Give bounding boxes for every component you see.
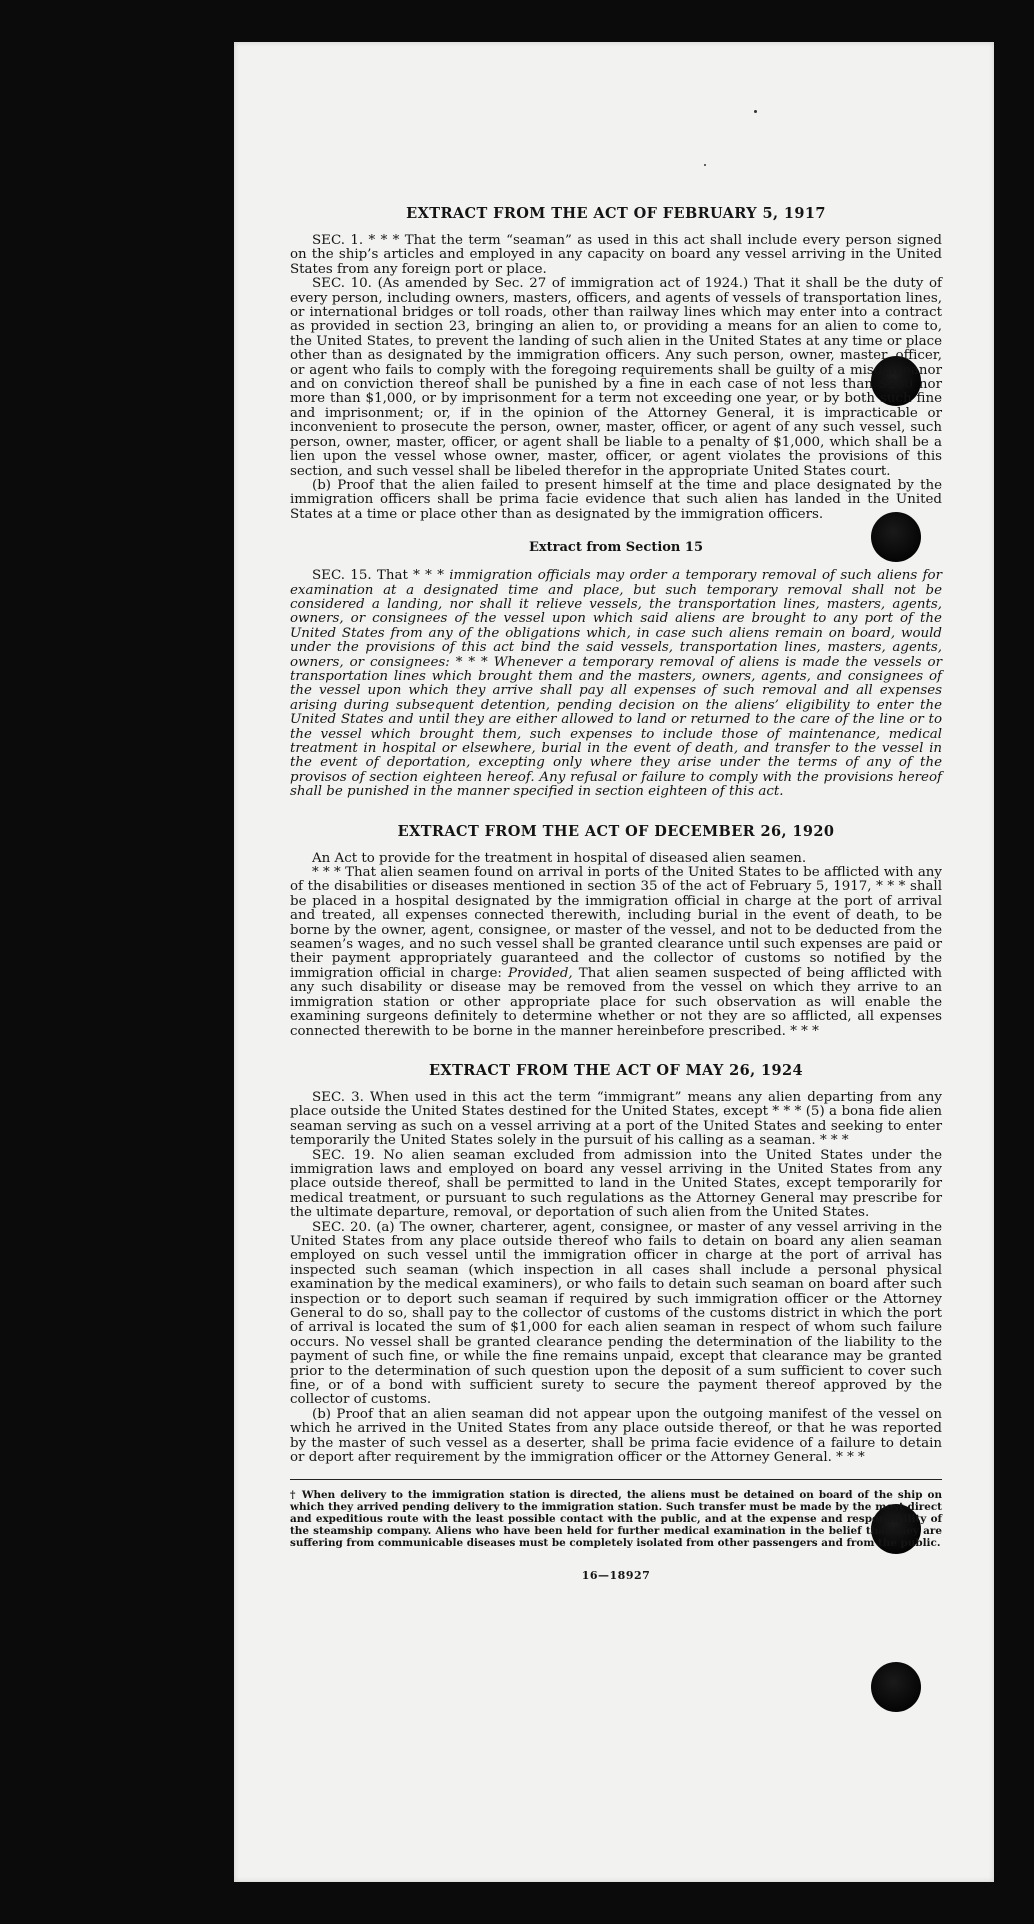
footnote-divider [290, 1479, 942, 1480]
act-1924-heading: EXTRACT FROM THE ACT OF MAY 26, 1924 [428, 1061, 804, 1079]
act-1920-paragraph [290, 866, 942, 1039]
sec-15-body: immigration officials may order a temporary removal of such aliens for examination at a designated time and place, but such temporary removal shall not be considered a landing, nor shall it relieve vessels, the transportation lines, masters, agents, owners, or consignees of the vessel upon which said aliens are brought to any port of the United States from any of the obligations which, in case such aliens remain on board, would under the provisions of this act bind the said vessels, transportation lines, masters, agents, owners, or consignees: * * * Whenever a temporary removal of aliens is made the vessels or transportation lines which brought them and the masters, owners, agents, and consignees of the vessel upon which they arrive shall pay all expenses of such removal and all expenses arising during subsequent detention, pending decision on the aliens’ eligibility to enter the United States and until they are either allowed to land or returned to the care of the line or to the vessel which brought them, such expenses to include those of maintenance, medical treatment in hospital or elsewhere, burial in the event of death, and transfer to the vessel in the event of deportation, excepting only where they arise under the terms of any of the provisos of section eighteen hereof. Any refusal or failure to comply with the provisions hereof shall be punished in the manner specified in section eighteen of this act. [290, 568, 942, 800]
document-text [290, 182, 942, 1584]
provided-word: Provided, [508, 965, 573, 981]
punch-hole [871, 1662, 921, 1712]
act-1920-text-b: That alien seamen suspected of being afflicted with any such disability or disease may be removed from the vessel on which they arrive to an immigration station or other appropriate place for such observation as will enable the examining surgeons definitely to determine whether or not they are so afflicted, all expenses connected therewith to be borne in the manner hereinbefore prescribed. * * * [290, 965, 942, 1039]
footnote: † When delivery to the immigration station is directed, the aliens must be detained on board of the ship on which they arrived pending delivery to the immigration station. Such transfer must be made by the most direct and expeditious route with the least possible contact with the public, and at the expense and responsibility of the steamship company. Aliens who have been held for further medical examination in the belief that they are suffering from communicable diseases must be completely isolated from other passengers and from the public. [290, 1489, 942, 1549]
sec-10-paragraph: SEC. 10. (As amended by Sec. 27 of immigration act of 1924.) That it shall be the duty of every person, including owners, masters, officers, and agents of vessels of transportation lines, or international bridges or toll roads, other than railway lines which may enter into a contract as provided in section 23, bringing an alien to, or providing a means for an alien to come to, the United States, to prevent the landing of such alien in the United States at any time or place other than as designated by the immigration officers. Any such person, owner, master, officer, or agent who fails to comply with the foregoing requirements shall be guilty of a misdemeanor and on conviction thereof shall be punished by a fine in each case of not less than $200 nor more than $1,000, or by imprisonment for a term not exceeding one year, or by both such fine and imprisonment; or, if in the opinion of the Attorney General, it is impracticable or inconvenient to prosecute the person, owner, master, officer, or agent of any such vessel, such person, owner, master, officer, or agent shall be liable to a penalty of $1,000, which shall be a lien upon the vessel whose owner, master, officer, or agent violates the provisions of this section, and such vessel shall be libeled therefor in the appropriate United States court. [290, 276, 942, 479]
sec-15-lead: SEC. 15. That * * * [312, 568, 444, 584]
act-1920-heading: EXTRACT FROM THE ACT OF DECEMBER 26, 1920 [397, 822, 835, 840]
sec-15-paragraph [290, 569, 942, 800]
scan-speck [704, 164, 706, 166]
sec-20a-paragraph: SEC. 20. (a) The owner, charterer, agent, consignee, or master of any vessel arriving in the United States from any place outside thereof who fails to detain on board any alien seaman employed on such vessel until the immigration officer in charge at the port of arrival has inspected such seaman (which inspection in all cases shall include a personal physical examination by the medical examiners), or who fails to detain such seaman on board after such inspection or to deport such seaman if required by such immigration officer or the Attorney General to do so, shall pay to the collector of customs of the customs district in which the port of arrival is located the sum of $1,000 for each alien seaman in respect of whom such failure occurs. No vessel shall be granted clearance pending the determination of the liability to the payment of such fine, or while the fine remains unpaid, except that clearance may be granted prior to the determination of such question upon the deposit of a sum sufficient to cover such fine, or of a bond with sufficient surety to secure the payment thereof approved by the collector of customs. [290, 1219, 942, 1408]
sec-1-paragraph: SEC. 1. * * * That the term “seaman” as used in this act shall include every person signed on the ship’s articles and employed in any capacity on board any vessel arriving in the United States from any foreign port or place. [290, 233, 942, 277]
document-page [234, 42, 994, 1882]
act-1920-text-a: * * * That alien seamen found on arrival in ports of the United States to be afflicted with any of the disabilities or diseases mentioned in section 35 of the act of February 5, 1917, * * * shall be placed in a hospital designated by the immigration official in charge at the port of arrival and treated, all expenses connected therewith, including burial in the event of death, to be borne by the owner, agent, consignee, or master of the vessel, and not to be deducted from the seamen’s wages, and no such vessel shall be granted clearance until such expenses are paid or their payment appropriately guaranteed and the collector of customs so notified by the immigration official in charge: [290, 865, 942, 981]
scan-speck [754, 110, 757, 113]
sec-20b-paragraph: (b) Proof that an alien seaman did not appear upon the outgoing manifest of the vessel on which he arrived in the United States from any place outside thereof, or that he was reported by the master of such vessel as a deserter, shall be prima facie evidence of a failure to detain or deport after requirement by the immigration officer or the Attorney General. * * * [290, 1406, 942, 1466]
page-number: 16—18927 [581, 1569, 651, 1583]
act-1917-heading: EXTRACT FROM THE ACT OF FEBRUARY 5, 1917 [406, 205, 826, 222]
sec-10b-paragraph: (b) Proof that the alien failed to present himself at the time and place designated by the immigration officers shall be prima facie evidence that such alien has landed in the United States at a time or place other than as designated by the immigration officers. [290, 477, 942, 522]
sec-19-paragraph: SEC. 19. No alien seaman excluded from admission into the United States under the immigration laws and employed on board any vessel arriving in the United States from any place outside thereof, shall be permitted to land in the United States, except temporarily for medical treatment, or pursuant to such regulations as the Attorney General may prescribe for the ultimate departure, removal, or deportation of such alien from the United States. [290, 1147, 942, 1221]
section-15-heading: Extract from Section 15 [528, 540, 704, 556]
act-1920-title: An Act to provide for the treatment in hospital of diseased alien seamen. [312, 850, 807, 866]
sec-3-paragraph: SEC. 3. When used in this act the term “immigrant” means any alien departing from any place outside the United States destined for the United States, except * * * (5) a bona fide alien seaman serving as such on a vessel arriving at a port of the United States and seeking to enter temporarily the United States solely in the pursuit of his calling as a seaman. * * * [290, 1089, 942, 1149]
